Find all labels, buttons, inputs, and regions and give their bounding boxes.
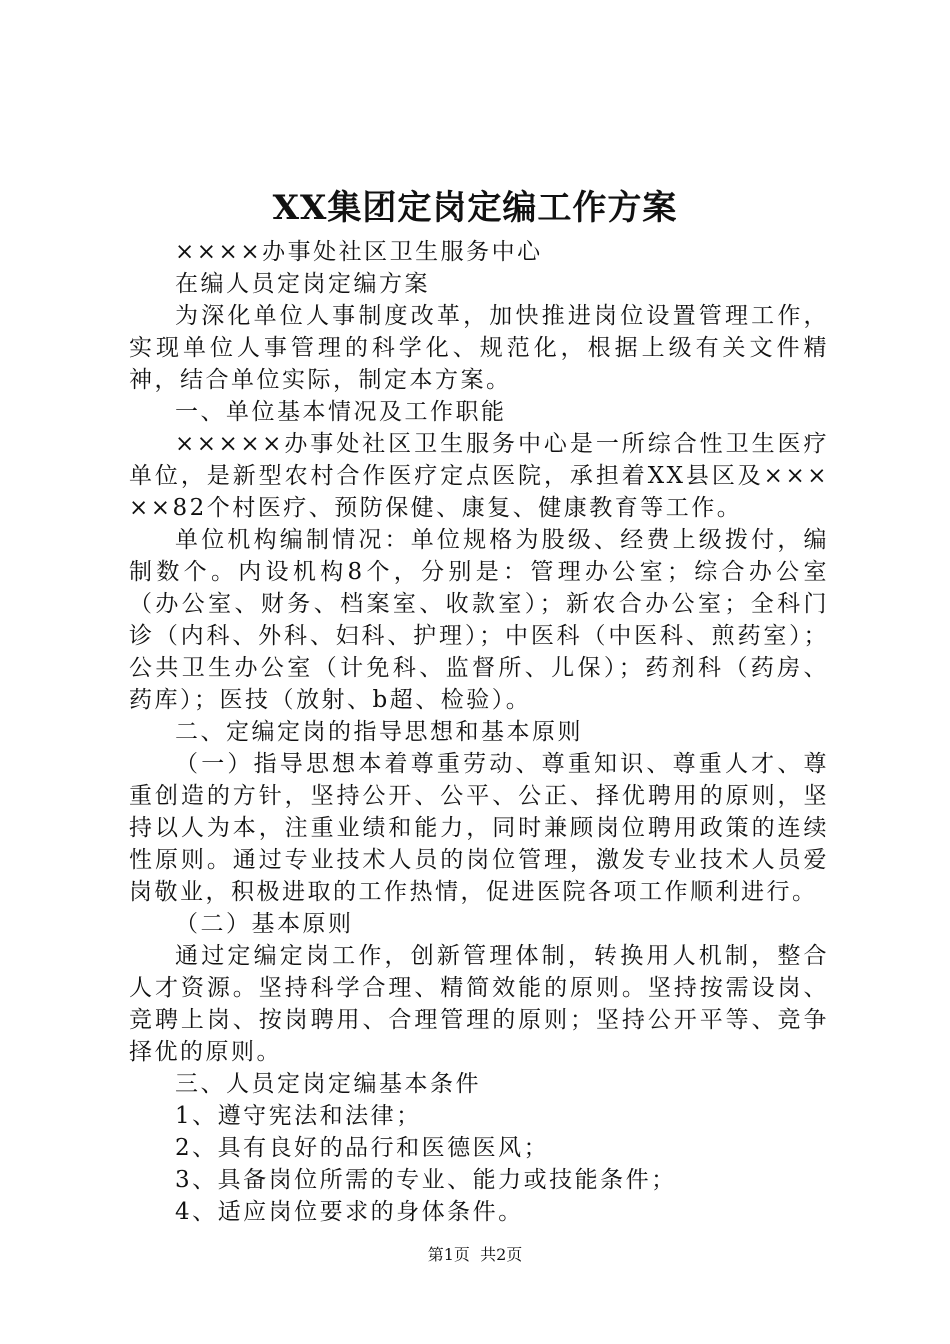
page-number: 第1页 — [427, 1245, 470, 1264]
page-footer — [0, 1244, 950, 1266]
document-title: XX集团定岗定编工作方案 — [272, 188, 678, 228]
section-heading-2: 二、定编定岗的指导思想和基本原则 — [175, 719, 583, 745]
paragraph-org-structure: 单位机构编制情况：单位规格为股级、经费上级拨付，编制数个。内设机构8个，分别是：管理办公室；综合办公室（办公室、财务、档案室、收款室）；新农合办公室；全科门诊（内科、外科、妇科、护理）；中医科（中医科、煎药室）；公共卫生办公室（计免科、监督所、儿保）；药剂科（药房、药库）；医技（放射、b超、检验）。 — [129, 527, 829, 713]
paragraph-org-name: ××××办事处社区卫生服务中心 — [175, 239, 543, 265]
document-body — [129, 236, 829, 1228]
section-heading-1: 一、单位基本情况及工作职能 — [175, 399, 507, 425]
paragraph-basic-principles: 通过定编定岗工作，创新管理体制，转换用人机制，整合人才资源。坚持科学合理、精简效能的原则。坚持按需设岗、竞聘上岗、按岗聘用、合理管理的原则；坚持公开平等、竞争择优的原则。 — [129, 943, 829, 1065]
page-total: 共2页 — [480, 1245, 523, 1264]
section-heading-3: 三、人员定岗定编基本条件 — [175, 1071, 481, 1097]
list-item-3: 3、具备岗位所需的专业、能力或技能条件； — [175, 1167, 677, 1193]
list-item-4: 4、适应岗位要求的身体条件。 — [175, 1199, 524, 1225]
paragraph-basic-info: ×××××办事处社区卫生服务中心是一所综合性卫生医疗单位，是新型农村合作医疗定点医院，承担着XX县区及×××××82个村医疗、预防保健、康复、健康教育等工作。 — [129, 431, 829, 521]
list-item-2: 2、具有良好的品行和医德医风； — [175, 1135, 550, 1161]
footer-separator — [470, 1245, 480, 1264]
paragraph-intro: 为深化单位人事制度改革，加快推进岗位设置管理工作，实现单位人事管理的科学化、规范化，根据上级有关文件精神，结合单位实际，制定本方案。 — [129, 303, 829, 393]
paragraph-guiding-ideology: （一）指导思想本着尊重劳动、尊重知识、尊重人才、尊重创造的方针，坚持公开、公平、公正、择优聘用的原则，坚持以人为本，注重业绩和能力，同时兼顾岗位聘用政策的连续性原则。通过专业技术人员的岗位管理，激发专业技术人员爱岗敬业，积极进取的工作热情，促进医院各项工作顺利进行。 — [129, 751, 829, 905]
subheading-basic-principles: （二）基本原则 — [175, 911, 354, 937]
list-item-1: 1、遵守宪法和法律； — [175, 1103, 422, 1129]
paragraph-subtitle: 在编人员定岗定编方案 — [175, 271, 430, 297]
